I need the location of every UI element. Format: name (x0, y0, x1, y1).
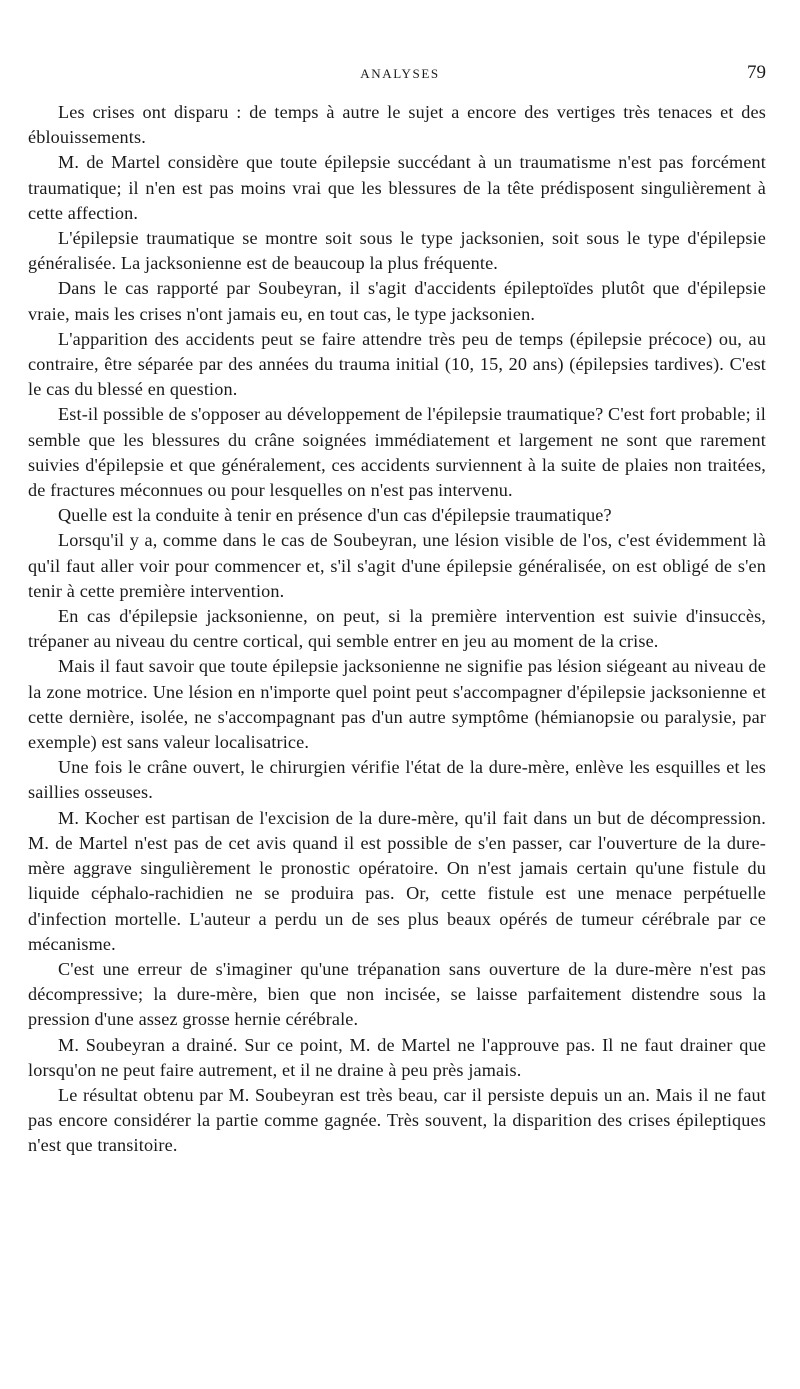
paragraph: Est-il possible de s'opposer au développement de l'épilepsie traumatique? C'est fort probable; il semble que les blessures du crâne soignées immédiatement et largement ne sont que rarement suivies d'épilepsie et que généralement, ces accidents surviennent à la suite de plaies non traitées, de fractures méconnues ou pour lesquelles on n'est pas intervenu. (28, 404, 766, 501)
page (28, 0, 772, 1389)
paragraph: Lorsqu'il y a, comme dans le cas de Soubeyran, une lésion visible de l'os, c'est évidemment là qu'il faut aller voir pour commencer et, s'il s'agit d'une épilepsie généralisée, on est obligé de s'en tenir à cette première intervention. (28, 530, 766, 601)
paragraph: C'est une erreur de s'imaginer qu'une trépanation sans ouverture de la dure-mère n'est pas décompressive; la dure-mère, bien que non incisée, se laisse parfaitement distendre sous la pression d'une assez grosse hernie cérébrale. (28, 958, 766, 1030)
paragraph: Les crises ont disparu : de temps à autre le sujet a encore des vertiges très tenaces et des éblouissements. (28, 102, 766, 148)
paragraph: L'apparition des accidents peut se faire attendre très peu de temps (épilepsie précoce) ou, au contraire, être séparée par des années du trauma initial (10, 15, 20 ans) (épilepsies tardives). C'est le cas du blessé en question. (28, 328, 766, 400)
running-title: ANALYSES (360, 66, 440, 81)
body-text (28, 100, 766, 1159)
paragraph: Une fois le crâne ouvert, le chirurgien vérifie l'état de la dure-mère, enlève les esquilles et les saillies osseuses. (28, 757, 766, 803)
paragraph: En cas d'épilepsie jacksonienne, on peut, si la première intervention est suivie d'insuccès, trépaner au niveau du centre cortical, qui semble entrer en jeu au moment de la crise. (28, 606, 766, 652)
paragraph: Dans le cas rapporté par Soubeyran, il s'agit d'accidents épileptoïdes plutôt que d'épilepsie vraie, mais les crises n'ont jamais eu, en tout cas, le type jacksonien. (28, 278, 766, 324)
paragraph: Le résultat obtenu par M. Soubeyran est très beau, car il persiste depuis un an. Mais il ne faut pas encore considérer la partie comme gagnée. Très souvent, la disparition des crises épileptiques n'est que transitoire. (28, 1084, 766, 1156)
page-number: 79 (747, 62, 766, 83)
paragraph: Mais il faut savoir que toute épilepsie jacksonienne ne signifie pas lésion siégeant au niveau de la zone motrice. Une lésion en n'importe quel point peut s'accompagner d'épilepsie jacksonienne et cette dernière, isolée, ne s'accompagnant pas d'un autre symptôme (hémianopsie ou paralysie, par exemple) est sans valeur localisatrice. (28, 656, 766, 753)
paragraph: M. Soubeyran a drainé. Sur ce point, M. de Martel ne l'approuve pas. Il ne faut drainer que lorsqu'on ne peut faire autrement, et il ne draine à peu près jamais. (28, 1034, 766, 1080)
paragraph: L'épilepsie traumatique se montre soit sous le type jacksonien, soit sous le type d'épilepsie généralisée. La jacksonienne est de beaucoup la plus fréquente. (28, 228, 766, 274)
paragraph: Quelle est la conduite à tenir en présence d'un cas d'épilepsie traumatique? (58, 505, 612, 526)
paragraph: M. Kocher est partisan de l'excision de la dure-mère, qu'il fait dans un but de décompression. M. de Martel n'est pas de cet avis quand il est possible de s'en passer, car l'ouverture de la dure-mère aggrave singulièrement le pronostic opératoire. On n'est jamais certain qu'une fistule du liquide céphalo-rachidien ne se produira pas. Or, cette fistule est une menace perpétuelle d'infection mortelle. L'auteur a perdu un de ses plus beaux opérés de tumeur cérébrale par ce mécanisme. (28, 807, 766, 954)
running-head (28, 62, 772, 86)
paragraph: M. de Martel considère que toute épilepsie succédant à un traumatisme n'est pas forcément traumatique; il n'en est pas moins vrai que les blessures de la tête prédisposent singulièrement à cette affection. (28, 152, 766, 223)
